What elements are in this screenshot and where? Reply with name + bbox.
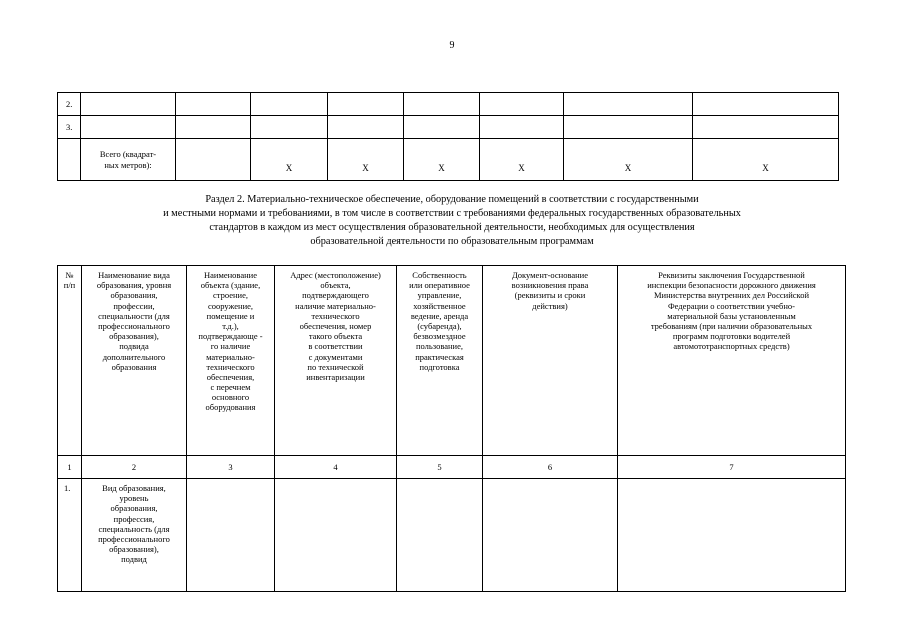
education-type-cell [82, 479, 187, 592]
table-cell [480, 116, 564, 139]
header-line: объекта, [320, 280, 351, 291]
header-cell [58, 266, 82, 456]
column-number: 3 [187, 456, 275, 479]
total-cell: Х [564, 139, 693, 181]
table-cell [81, 93, 176, 116]
header-line: подтверждающе - [198, 331, 263, 342]
section-heading-line: образовательной деятельности по образовательным программам [310, 236, 594, 247]
header-line: специальности (для [98, 310, 170, 321]
equipment-table [57, 265, 846, 592]
header-line: с перечнем [210, 382, 251, 393]
table-cell [176, 93, 251, 116]
section-heading-line: стандартов в каждом из мест осуществления образовательной деятельности, необходимых для осуществления [209, 222, 695, 233]
header-line: объекта (здание, [200, 280, 261, 291]
header-line: материально- [206, 351, 255, 362]
header-line: Реквизиты заключения Государственной [658, 270, 805, 280]
header-line: № [65, 270, 74, 280]
header-line: го наличие [210, 341, 251, 352]
header-line: Собственность [412, 270, 467, 280]
header-line: подвида [119, 341, 149, 352]
header-line: по технической [307, 361, 364, 372]
education-type-line: уровень [119, 493, 149, 504]
header-line: требованиям (при наличии образовательных [650, 320, 813, 331]
header-line: профессионального [98, 320, 170, 331]
table-cell [404, 93, 480, 116]
table-cell [275, 479, 397, 592]
header-line: или оперативное [409, 280, 470, 291]
page-number: 9 [449, 40, 455, 51]
column-number: 2 [82, 456, 187, 479]
header-line: сооружение, [207, 300, 254, 311]
table-cell [81, 116, 176, 139]
header-line: пользование, [415, 341, 464, 352]
header-line: п/п [63, 280, 76, 291]
table-cell [480, 93, 564, 116]
row-number: 2. [58, 93, 81, 116]
header-line: Наименование [204, 270, 257, 280]
header-line: Федерации о соответствии учебно- [667, 300, 796, 311]
table-cell [187, 479, 275, 592]
section-heading [50, 193, 854, 249]
header-line: материальной базы установленным [667, 310, 796, 321]
education-type-line: Вид образования, [102, 483, 166, 493]
table-cell [176, 116, 251, 139]
header-line: подтверждающего [302, 290, 369, 301]
table-cell [328, 93, 404, 116]
education-type-line: образования), [109, 544, 159, 555]
total-label-line: Всего (квадрат- [99, 149, 157, 160]
header-line: технического [311, 310, 360, 321]
column-number: 7 [618, 456, 846, 479]
column-number: 5 [397, 456, 483, 479]
header-line: основного [211, 392, 250, 403]
header-line: обеспечения, номер [299, 320, 372, 331]
total-cell: Х [328, 139, 404, 181]
header-line: Адрес (местоположение) [290, 270, 381, 280]
header-line: практическая [415, 351, 464, 362]
total-label-line: ных метров): [104, 159, 152, 170]
table-cell [693, 116, 839, 139]
header-row [58, 266, 846, 456]
table-cell [404, 116, 480, 139]
table-cell [564, 93, 693, 116]
header-line: профессии, [113, 300, 155, 311]
header-line: возникновения права [511, 280, 589, 291]
table-cell [328, 116, 404, 139]
header-line: помещение и [206, 310, 255, 321]
education-type-line: специальность (для [98, 523, 170, 534]
total-cell: Х [480, 139, 564, 181]
table-cell [564, 116, 693, 139]
header-cell [187, 266, 275, 456]
total-cell: Х [693, 139, 839, 181]
header-line: Министерства внутренних дел Российской [653, 290, 810, 301]
total-label [81, 139, 176, 181]
header-cell [618, 266, 846, 456]
header-line: действия) [532, 300, 568, 311]
header-line: такого объекта [308, 331, 363, 342]
education-type-line: профессия, [113, 513, 155, 524]
table-cell [58, 139, 81, 181]
total-row [58, 139, 839, 181]
header-line: образования), [109, 331, 159, 342]
header-line: дополнительного [102, 351, 166, 362]
header-line: программ подготовки водителей [672, 331, 791, 342]
header-line: (реквизиты и сроки [514, 290, 586, 301]
table-row [58, 93, 839, 116]
total-cell: Х [251, 139, 328, 181]
table-cell [251, 116, 328, 139]
header-line: автомототранспортных средств) [673, 341, 790, 352]
header-cell [275, 266, 397, 456]
table-cell [397, 479, 483, 592]
total-cell [176, 139, 251, 181]
header-cell [483, 266, 618, 456]
header-cell [397, 266, 483, 456]
header-line: подготовка [419, 361, 460, 372]
header-line: инвентаризации [306, 371, 365, 382]
header-line: ведение, аренда [410, 310, 469, 321]
table-row [58, 479, 846, 592]
header-line: технического [206, 361, 255, 372]
total-cell: Х [404, 139, 480, 181]
column-number: 6 [483, 456, 618, 479]
header-line: обеспечения, [206, 371, 255, 382]
table-cell [693, 93, 839, 116]
header-line: образования, [110, 290, 158, 301]
education-type-line: образования, [110, 503, 158, 514]
section-heading-line: и местными нормами и требованиями, в том числе в соответствии с требованиями федеральных государственных образовательных [163, 208, 741, 219]
header-line: оборудования [205, 402, 256, 413]
education-type-line: подвид [121, 554, 147, 565]
table-cell [251, 93, 328, 116]
column-number-row [58, 456, 846, 479]
row-number: 1. [58, 479, 82, 592]
header-line: строение, [213, 290, 248, 301]
header-line: безвозмездное [413, 331, 466, 342]
column-number: 1 [58, 456, 82, 479]
header-cell [82, 266, 187, 456]
header-line: образования [111, 361, 157, 372]
column-number: 4 [275, 456, 397, 479]
table-cell [618, 479, 846, 592]
header-line: Наименование вида [98, 270, 170, 280]
table-row [58, 116, 839, 139]
property-table-continuation [57, 92, 839, 181]
section-heading-line: Раздел 2. Материально-техническое обеспечение, оборудование помещений в соответствии с государственными [205, 194, 699, 205]
header-line: образования, уровня [96, 280, 172, 291]
education-type-line: профессионального [98, 533, 170, 544]
header-line: т.д.), [222, 320, 239, 331]
header-line: управление, [417, 290, 462, 301]
header-line: (субаренда), [417, 320, 462, 331]
row-number: 3. [58, 116, 81, 139]
table-cell [483, 479, 618, 592]
header-line: Документ-основание [511, 270, 589, 280]
header-line: хозяйственное [413, 300, 466, 311]
header-line: инспекции безопасности дорожного движения [647, 280, 816, 291]
header-line: в соответствии [308, 341, 363, 352]
header-line: наличие материально- [295, 300, 376, 311]
header-line: с документами [308, 351, 363, 362]
